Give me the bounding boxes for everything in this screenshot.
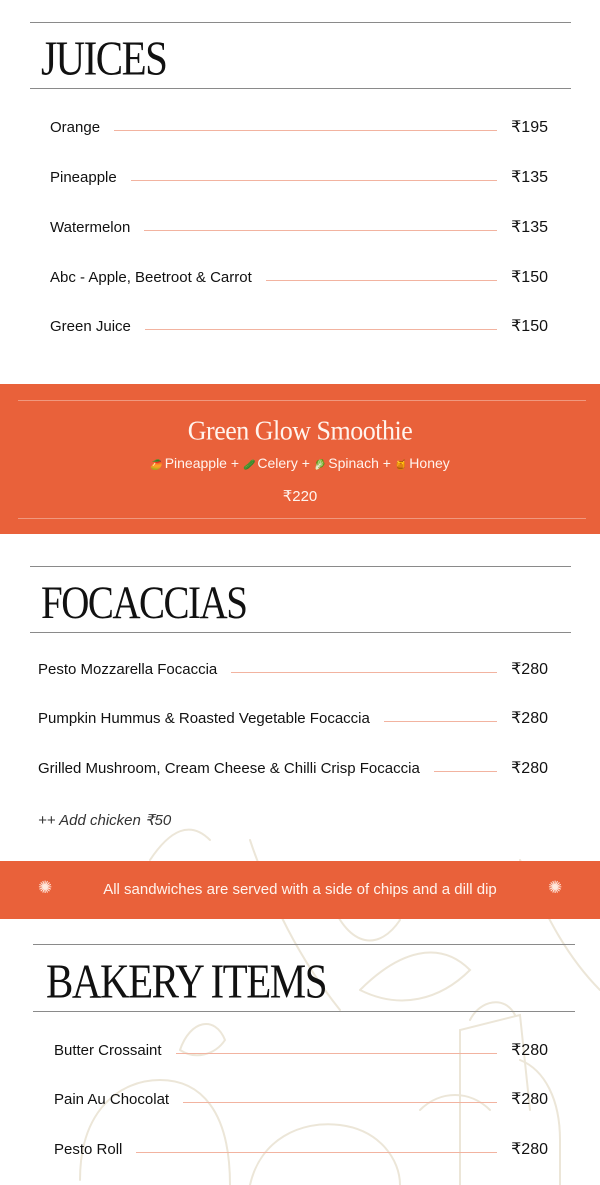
item-name: Abc - Apple, Beetroot & Carrot (50, 268, 252, 286)
banner-inner-top-line (18, 400, 586, 401)
item-price: ₹150 (511, 269, 548, 286)
focaccias-heading: FOCACCIAS (41, 577, 247, 629)
item-price: ₹135 (511, 219, 548, 236)
juices-top-rule (30, 22, 571, 23)
leader-line (176, 1053, 498, 1054)
item-name: Grilled Mushroom, Cream Cheese & Chilli Crisp Focaccia (38, 759, 420, 777)
menu-item (38, 756, 548, 780)
ingredient-label: Pineapple (164, 455, 227, 471)
ingredient (314, 455, 379, 471)
leader-line (145, 329, 497, 330)
ingredient-separator: + (378, 455, 395, 471)
item-name: Pesto Mozzarella Focaccia (38, 660, 218, 678)
leader-line (131, 180, 497, 181)
item-name: Watermelon (50, 218, 131, 236)
sandwich-note-banner (0, 861, 600, 919)
juices-heading: JUICES (41, 30, 167, 86)
item-price: ₹280 (511, 1141, 548, 1158)
smoothie-ingredients (0, 455, 600, 471)
menu-item (50, 265, 548, 289)
item-price: ₹195 (511, 119, 548, 136)
item-price: ₹150 (511, 318, 548, 335)
item-name: Orange (50, 118, 101, 136)
item-name: Pineapple (50, 168, 117, 186)
menu-item (38, 657, 548, 681)
leader-line (136, 1152, 497, 1153)
ingredient-separator: + (297, 455, 314, 471)
spinach-icon: 🥬 (313, 460, 327, 471)
ingredient (150, 455, 227, 471)
bakery-bottom-rule (33, 1011, 575, 1012)
item-name: Pain Au Chocolat (54, 1090, 170, 1108)
item-name: Pumpkin Hummus & Roasted Vegetable Focaccia (38, 709, 370, 727)
add-chicken-note: ++ Add chicken ₹50 (38, 812, 172, 829)
sparkle-icon: ✺ (548, 878, 563, 897)
menu-item (38, 706, 548, 730)
leader-line (144, 230, 497, 231)
menu-item (50, 215, 548, 239)
item-price: ₹280 (511, 760, 548, 777)
menu-item (50, 115, 548, 139)
focaccias-bottom-rule (30, 632, 571, 633)
item-name: Butter Crossaint (54, 1041, 162, 1059)
ingredient-label: Spinach (328, 455, 379, 471)
leader-line (114, 130, 497, 131)
menu-item (50, 165, 548, 189)
sandwich-note-text: All sandwiches are served with a side of chips and a dill dip (103, 881, 497, 898)
ingredient (395, 455, 450, 471)
honey-icon: 🍯 (394, 460, 408, 471)
item-price: ₹280 (511, 661, 548, 678)
leader-line (266, 280, 497, 281)
item-price: ₹280 (511, 1091, 548, 1108)
leader-line (384, 721, 497, 722)
smoothie-title: Green Glow Smoothie (187, 415, 413, 446)
sparkle-icon: ✺ (38, 878, 53, 897)
menu-item (54, 1038, 548, 1062)
juices-bottom-rule (30, 88, 571, 89)
item-name: Pesto Roll (54, 1140, 123, 1158)
menu-item (54, 1087, 548, 1111)
celery-icon: 🥒 (242, 460, 256, 471)
ingredient (243, 455, 298, 471)
menu-item (54, 1137, 548, 1161)
leader-line (183, 1102, 497, 1103)
item-price: ₹135 (511, 169, 548, 186)
ingredient-label: Honey (409, 455, 450, 471)
item-name: Green Juice (50, 317, 131, 335)
bakery-top-rule (33, 944, 575, 945)
leader-line (231, 672, 497, 673)
item-price: ₹280 (511, 710, 548, 727)
banner-inner-bottom-line (18, 518, 586, 519)
smoothie-banner (0, 384, 600, 534)
smoothie-price: ₹220 (282, 488, 318, 505)
item-price: ₹280 (511, 1042, 548, 1059)
focaccias-top-rule (30, 566, 571, 567)
ingredient-label: Celery (257, 455, 298, 471)
leader-line (434, 771, 497, 772)
ingredient-separator: + (226, 455, 243, 471)
bakery-heading: BAKERY ITEMS (46, 953, 327, 1009)
mango-icon: 🥭 (150, 460, 163, 471)
menu-item (50, 314, 548, 338)
